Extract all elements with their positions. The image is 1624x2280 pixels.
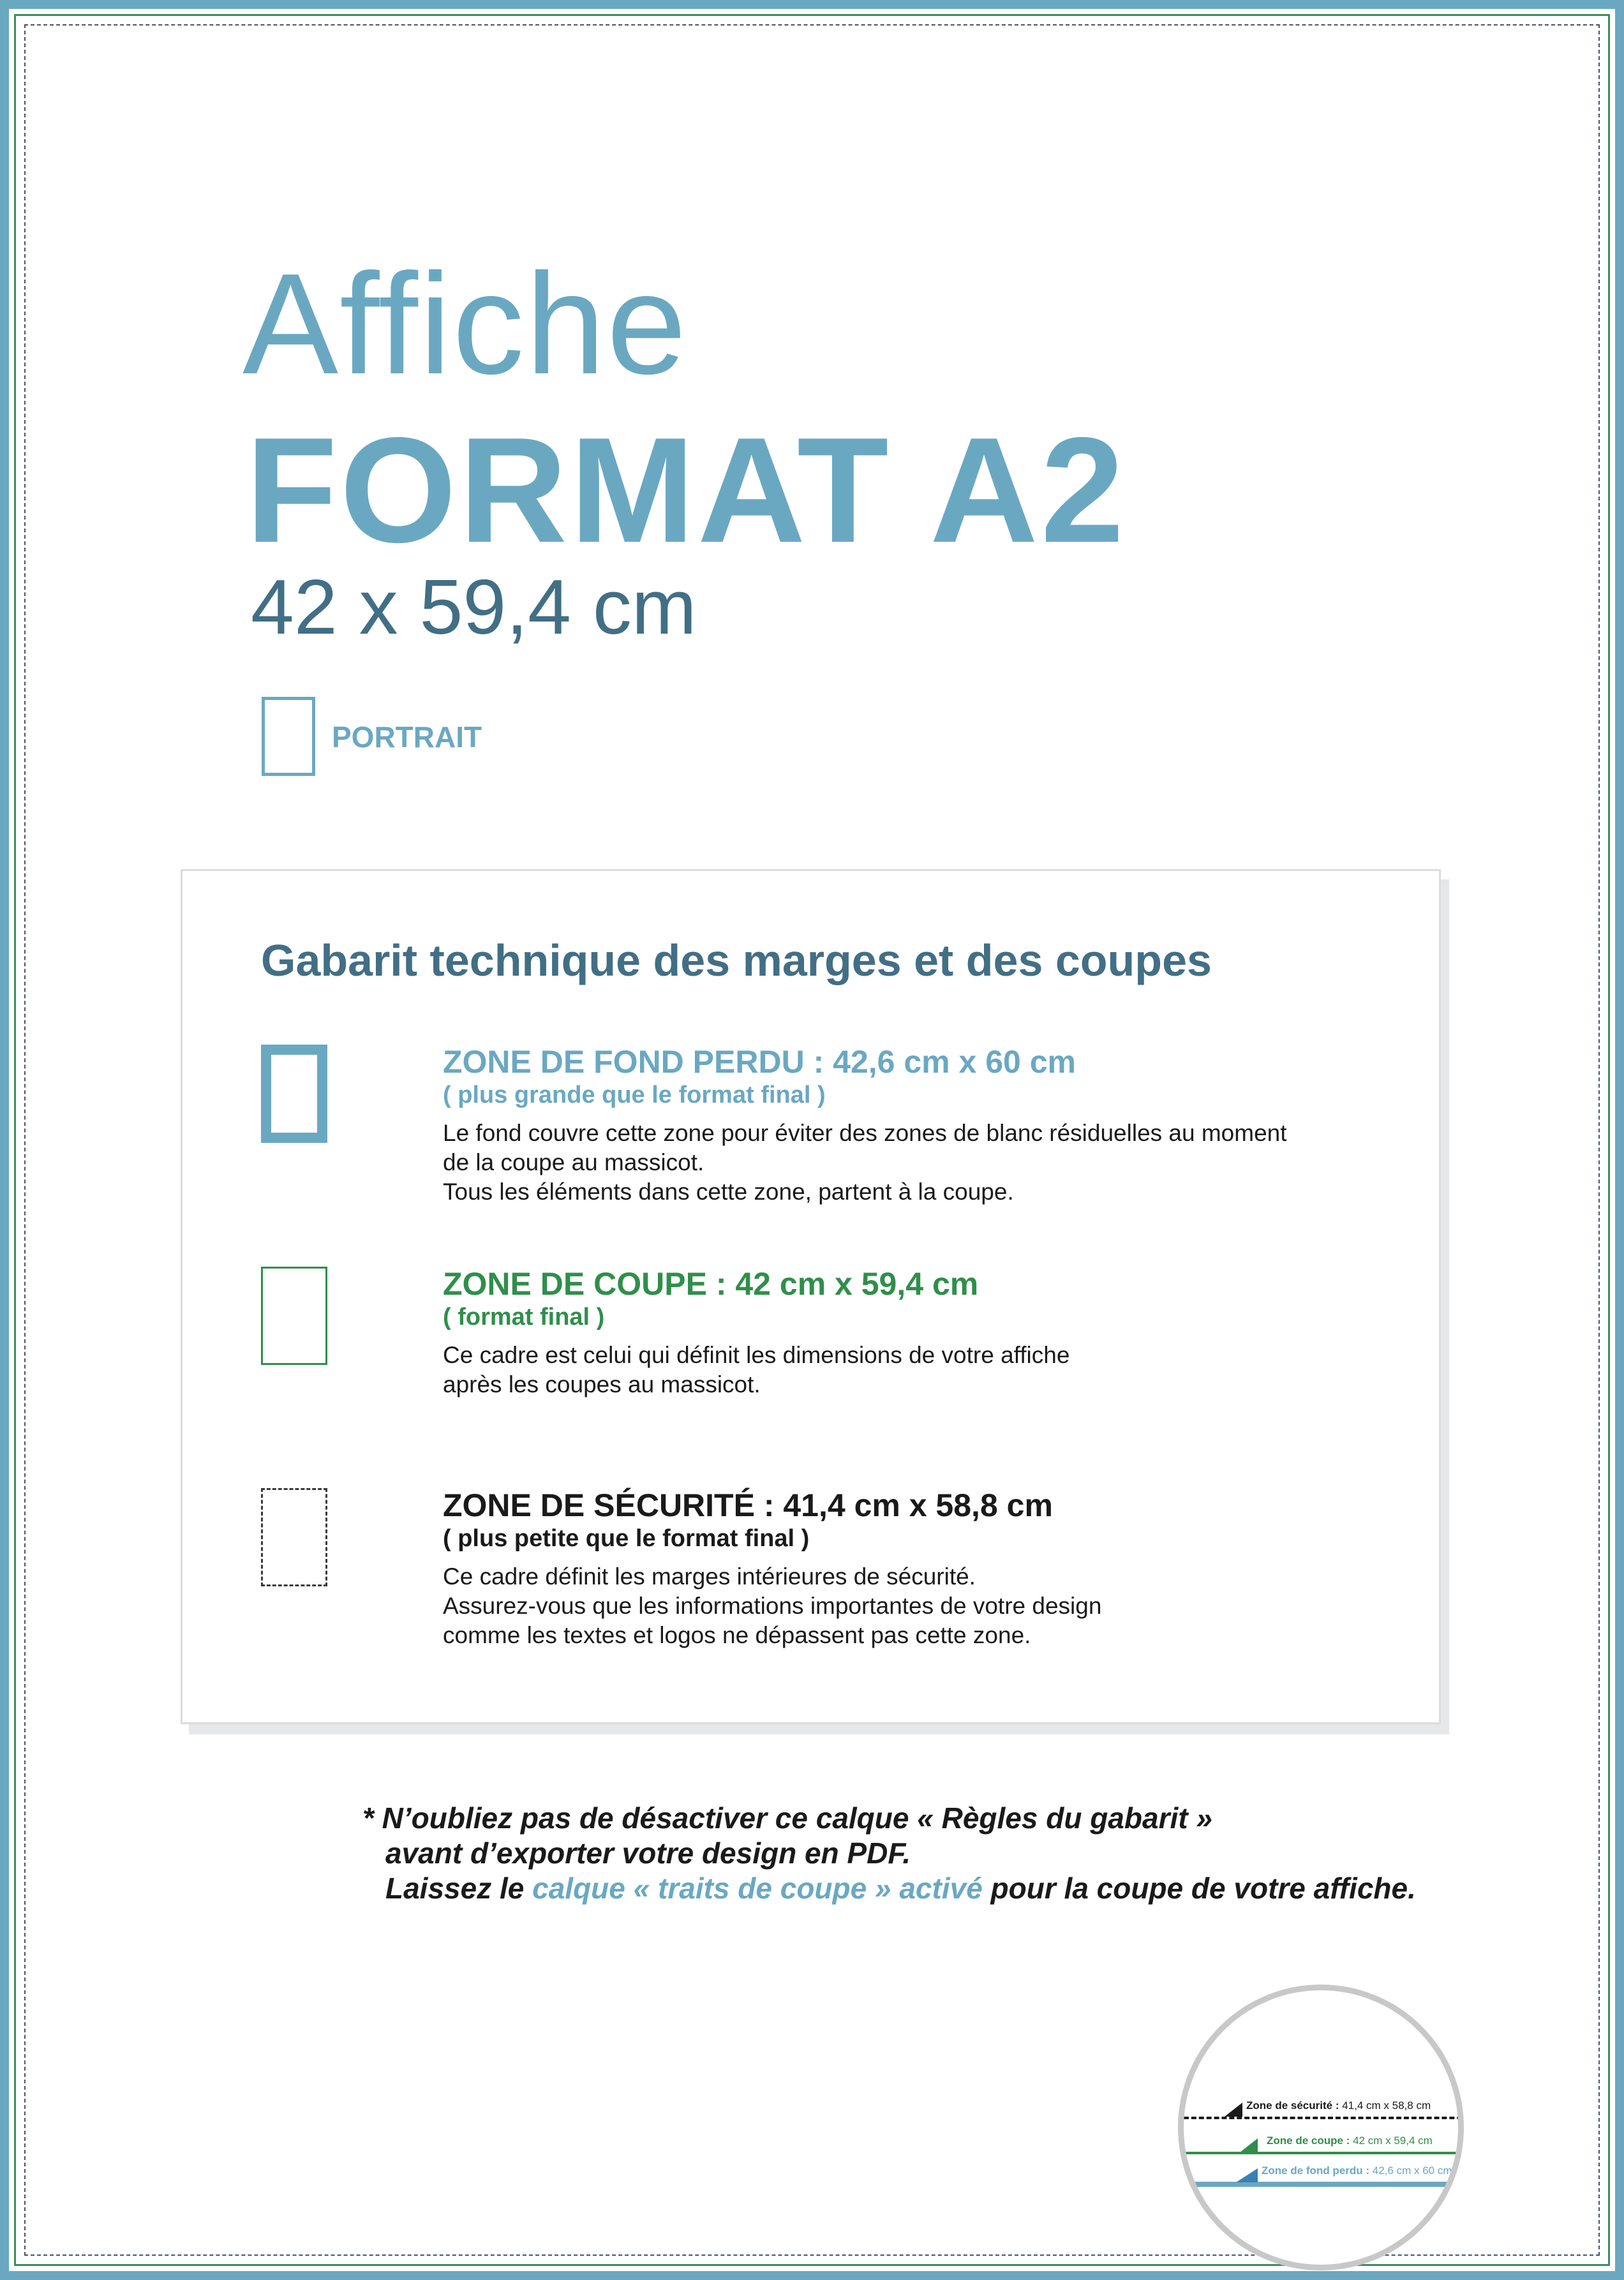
- legend-trim-label: Zone de coupe :: [1267, 2135, 1350, 2147]
- legend-safety-label: Zone de sécurité :: [1246, 2099, 1339, 2112]
- export-note: [362, 1801, 1416, 1906]
- orientation-label: PORTRAIT: [332, 720, 482, 754]
- zone-bleed-description: [443, 1119, 1400, 1207]
- legend-bleed-text: [1262, 2165, 1452, 2177]
- zone-safety-description: [443, 1562, 1400, 1650]
- legend-safety-marker-icon: [1225, 2103, 1242, 2117]
- zone-bleed-text: [443, 1043, 1400, 1207]
- zone-safety-title: ZONE DE SÉCURITÉ : 41,4 cm x 58,8 cm: [443, 1487, 1053, 1523]
- title-dimensions: 42 x 59,4 cm: [251, 563, 697, 650]
- legend-bleed-value: 42,6 cm x 60 cm: [1372, 2165, 1452, 2177]
- zone-bleed-title: ZONE DE FOND PERDU : 42,6 cm x 60 cm: [443, 1044, 1076, 1080]
- zone-trim-description: [443, 1341, 1400, 1399]
- card-title: Gabarit technique des marges et des coupes: [261, 935, 1212, 985]
- note-line-2: avant d’exporter votre design en PDF.: [385, 1837, 911, 1870]
- legend-bleed-label: Zone de fond perdu :: [1262, 2165, 1370, 2177]
- zone-trim-desc-line: Ce cadre est celui qui définit les dimensions de votre affiche: [443, 1342, 1070, 1368]
- legend-safety-text: [1246, 2099, 1431, 2112]
- note-line-3: [362, 1871, 1416, 1906]
- title-format: FORMAT A2: [246, 406, 1127, 574]
- trim-zone-icon: [261, 1267, 327, 1365]
- legend-bleed-line: [1184, 2182, 1464, 2187]
- legend-trim-value: 42 cm x 59,4 cm: [1353, 2135, 1433, 2147]
- legend-trim-text: [1267, 2135, 1433, 2147]
- zone-safety-desc-line: comme les textes et logos ne dépassent pas cette zone.: [443, 1622, 1031, 1648]
- zone-bleed-desc-line: Le fond couvre cette zone pour éviter des zones de blanc résiduelles au moment: [443, 1120, 1287, 1146]
- bleed-zone-icon: [261, 1045, 327, 1143]
- note-line-3-accent: calque « traits de coupe » activé: [532, 1872, 983, 1905]
- safety-zone-icon: [261, 1488, 327, 1586]
- info-card: [181, 869, 1441, 1724]
- zone-bleed-subtitle: ( plus grande que le format final ): [443, 1082, 826, 1108]
- portrait-icon: [262, 697, 315, 776]
- zone-safety-desc-line: Assurez-vous que les informations importantes de votre design: [443, 1593, 1102, 1619]
- zone-trim-text: [443, 1265, 1400, 1399]
- zone-bleed-desc-line: de la coupe au massicot.: [443, 1149, 704, 1175]
- zone-trim-subtitle: ( format final ): [443, 1304, 605, 1330]
- note-line-1: * N’oubliez pas de désactiver ce calque « Règles du gabarit »: [362, 1801, 1212, 1835]
- zone-safety-desc-line: Ce cadre définit les marges intérieures de sécurité.: [443, 1563, 976, 1590]
- legend-safety-line: [1184, 2117, 1464, 2119]
- legend-safety-value: 41,4 cm x 58,8 cm: [1342, 2099, 1431, 2112]
- zone-safety-text: [443, 1487, 1400, 1650]
- legend-trim-line: [1184, 2152, 1464, 2154]
- title-affiche: Affiche: [242, 243, 688, 404]
- zone-bleed-desc-line: Tous les éléments dans cette zone, partent à la coupe.: [443, 1179, 1014, 1205]
- zone-trim-title: ZONE DE COUPE : 42 cm x 59,4 cm: [443, 1266, 979, 1302]
- note-line-3-post: pour la coupe de votre affiche.: [982, 1872, 1416, 1905]
- note-line-3-pre: Laissez le: [385, 1872, 533, 1905]
- legend-trim-marker-icon: [1240, 2138, 1258, 2152]
- legend-bleed-marker-icon: [1236, 2168, 1258, 2182]
- zone-trim-desc-line: après les coupes au massicot.: [443, 1371, 761, 1397]
- legend-magnifier: [1178, 1985, 1464, 2270]
- zone-safety-subtitle: ( plus petite que le format final ): [443, 1525, 810, 1552]
